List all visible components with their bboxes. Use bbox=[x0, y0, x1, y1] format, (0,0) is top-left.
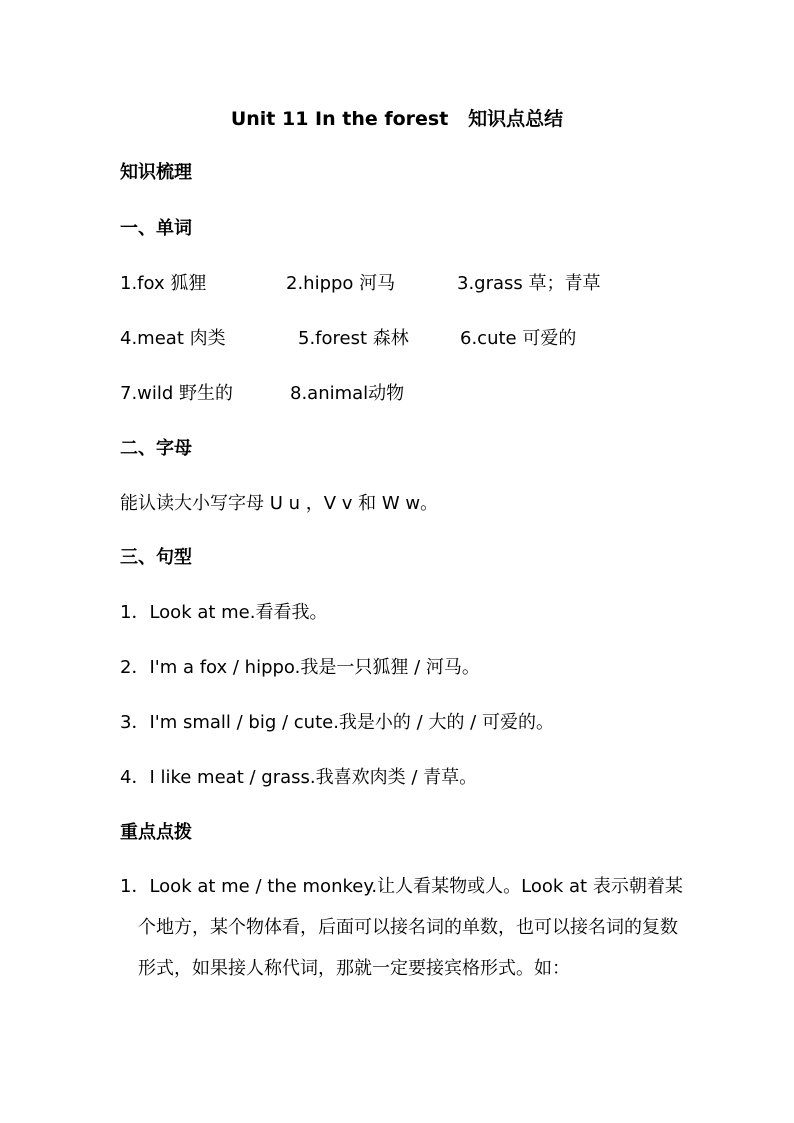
key-point-text: 1．Look at me / the monkey.让人看某物或人。Look at 表示朝着某个地方，某个物体看，后面可以接名词的单数，也可以接名词的复数形式，如果接人称代词，那就一定要接宾格形式。如： bbox=[120, 876, 683, 979]
letters-text: 能认读大小写字母 U u ，V v 和 W w。 bbox=[120, 493, 439, 514]
sentence-item: 4．I like meat / grass.我喜欢肉类 / 青草。 bbox=[120, 767, 478, 788]
sentence-item: 2．I'm a fox / hippo.我是一只狐狸 / 河马。 bbox=[120, 657, 480, 678]
letters-heading: 二、字母 bbox=[120, 438, 192, 459]
vocab-item: 3.grass 草；青草 bbox=[457, 273, 601, 294]
sentence-item: 1．Look at me.看看我。 bbox=[120, 602, 328, 623]
vocab-item: 8.animal动物 bbox=[290, 383, 405, 404]
page-title: Unit 11 In the forest 知识点总结 bbox=[230, 108, 564, 130]
vocab-item: 6.cute 可爱的 bbox=[460, 328, 577, 349]
key-points-heading: 重点点拨 bbox=[120, 822, 192, 843]
vocab-heading: 一、单词 bbox=[120, 218, 192, 239]
vocab-item: 2.hippo 河马 bbox=[286, 273, 396, 294]
vocab-item: 7.wild 野生的 bbox=[120, 383, 234, 404]
sentence-item: 3．I'm small / big / cute.我是小的 / 大的 / 可爱的。 bbox=[120, 712, 554, 733]
key-point-item bbox=[120, 866, 690, 989]
sentences-heading: 三、句型 bbox=[120, 547, 192, 568]
vocab-item: 5.forest 森林 bbox=[298, 328, 409, 349]
vocab-item: 1.fox 狐狸 bbox=[120, 273, 207, 294]
section-overview-heading: 知识梳理 bbox=[120, 162, 192, 183]
vocab-item: 4.meat 肉类 bbox=[120, 328, 226, 349]
